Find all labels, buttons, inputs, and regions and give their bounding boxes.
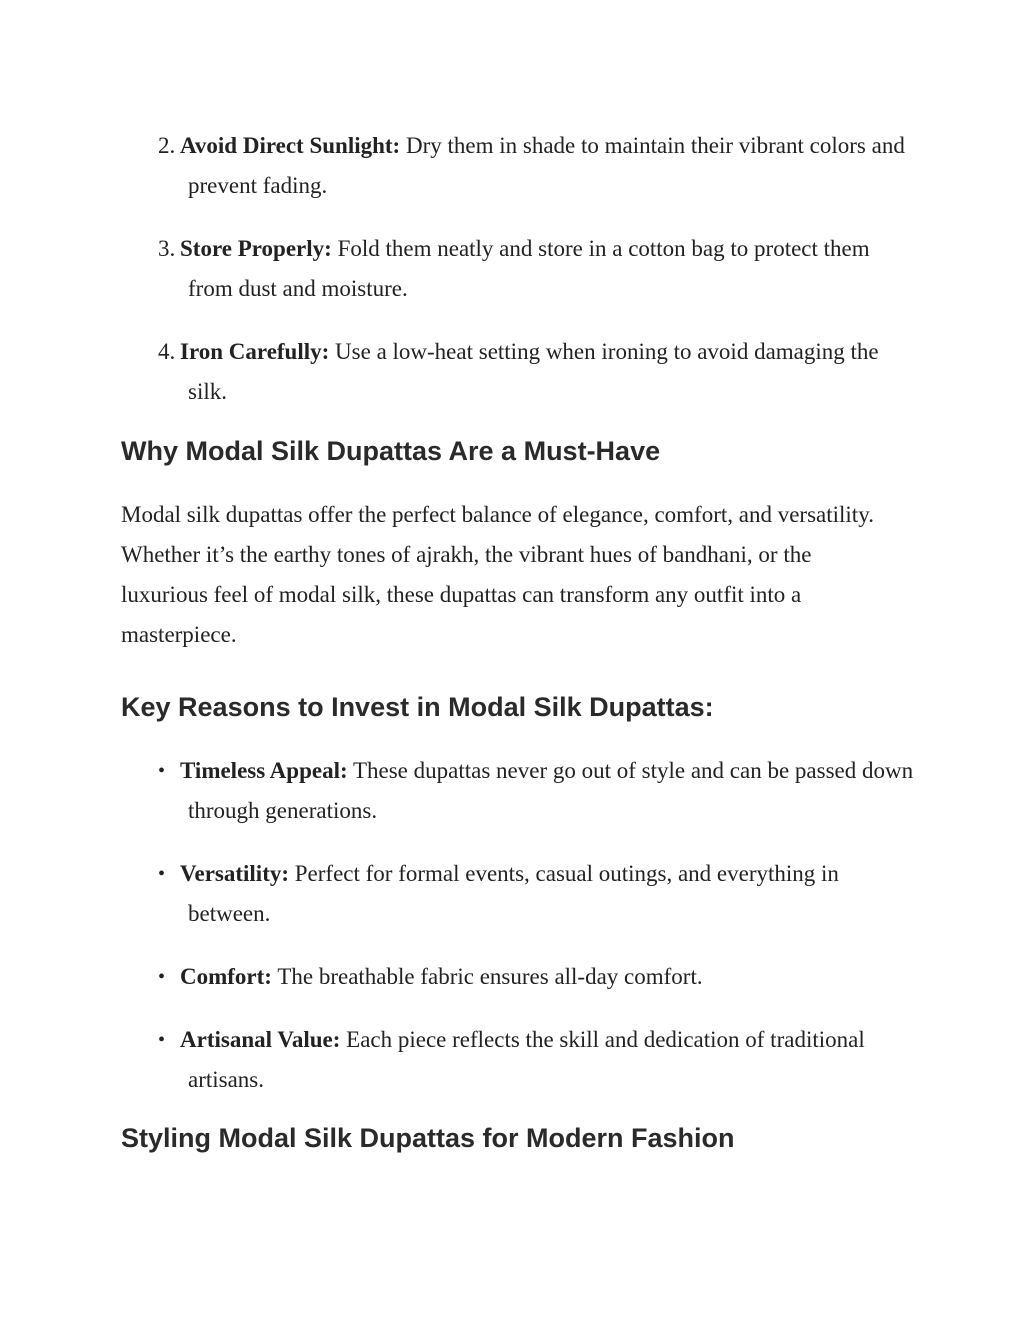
bullet-marker: • [158, 1029, 166, 1051]
reason-list-item [158, 957, 918, 997]
list-item-text [180, 854, 918, 934]
section-heading-styling: Styling Modal Silk Dupattas for Modern Fashion [121, 1123, 735, 1153]
reason-list-item [158, 1020, 918, 1100]
care-list-item [158, 229, 918, 309]
list-number: 3. [158, 236, 176, 261]
section-heading-reasons: Key Reasons to Invest in Modal Silk Dupattas: [121, 692, 714, 722]
list-item-body: Dry them in shade to maintain their vibrant colors and prevent fading. [188, 133, 905, 198]
bullet-marker: • [158, 966, 166, 988]
section-heading-why: Why Modal Silk Dupattas Are a Must-Have [121, 436, 661, 466]
list-item-title: Avoid Direct Sunlight: [180, 133, 401, 158]
list-item-text [180, 332, 918, 412]
care-list-item [158, 126, 918, 206]
list-item-body: Use a low-heat setting when ironing to avoid damaging the silk. [188, 339, 879, 404]
list-item-title: Store Properly: [180, 236, 332, 261]
bullet-marker: • [158, 863, 166, 885]
section-paragraph-why: Modal silk dupattas offer the perfect balance of elegance, comfort, and versatility. Whether it’s the earthy tones of ajrakh, the vibrant hues of bandhani, or the luxurious feel of modal silk, these dupattas can transform any outfit into a masterpiece. [121, 502, 874, 647]
reason-list-item [158, 854, 918, 934]
list-item-title: Versatility: [180, 861, 290, 886]
list-item-body: The breathable fabric ensures all-day comfort. [277, 964, 703, 989]
list-number: 2. [158, 133, 176, 158]
reason-list-item [158, 751, 918, 831]
list-item-body: Fold them neatly and store in a cotton bag to protect them from dust and moisture. [188, 236, 870, 301]
list-item-title: Timeless Appeal: [180, 758, 348, 783]
list-item-title: Iron Carefully: [180, 339, 330, 364]
list-item-body: Perfect for formal events, casual outings, and everything in between. [188, 861, 839, 926]
list-number: 4. [158, 339, 176, 364]
list-item-text [180, 751, 918, 831]
list-item-body: Each piece reflects the skill and dedication of traditional artisans. [188, 1027, 865, 1092]
list-item-text [180, 229, 918, 309]
list-item-title: Artisanal Value: [180, 1027, 341, 1052]
list-item-text [180, 126, 918, 206]
list-item-title: Comfort: [180, 964, 272, 989]
list-item-text [180, 957, 918, 997]
care-list-item [158, 332, 918, 412]
list-item-text [180, 1020, 918, 1100]
list-item-body: These dupattas never go out of style and can be passed down through generations. [188, 758, 914, 823]
bullet-marker: • [158, 760, 166, 782]
